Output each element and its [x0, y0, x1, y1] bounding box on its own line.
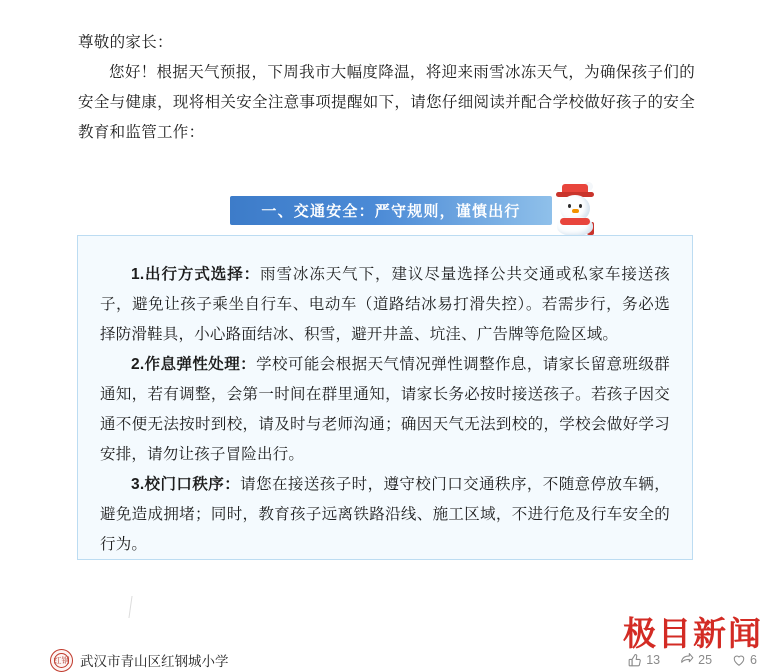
like-button[interactable]: [628, 653, 660, 667]
watermark: 极目新闻: [623, 617, 763, 653]
thumbs-up-icon: [628, 653, 642, 667]
list-item: [100, 350, 670, 470]
stray-mark: [128, 596, 146, 618]
share-button[interactable]: [680, 653, 712, 667]
intro-paragraph: 您好！根据天气预报，下周我市大幅度降温，将迎来雨雪冰冻天气，为确保孩子们的安全与健康，现将相关安全注意事项提醒如下，请您仔细阅读并配合学校做好孩子的安全教育和监管工作：: [78, 64, 695, 141]
section-banner-area: [0, 182, 771, 238]
like-count: 13: [646, 653, 661, 667]
publisher-info[interactable]: [50, 649, 229, 672]
list-item-number: 2.: [131, 356, 145, 373]
section-banner: 一、交通安全：严守规则，谨慎出行: [230, 196, 552, 225]
school-name: 武汉市青山区红钢城小学: [80, 654, 229, 669]
footer-bar: [0, 648, 771, 672]
list-item-number: 3.: [131, 476, 145, 493]
list-item-lead: 作息弹性处理：: [144, 356, 257, 373]
intro-block: [78, 28, 695, 148]
heart-icon: [732, 653, 746, 667]
list-item-lead: 校门口秩序：: [144, 476, 241, 493]
list-item-lead: 出行方式选择：: [144, 266, 261, 283]
snowman-icon: [548, 182, 606, 238]
engagement-stats: [628, 648, 757, 672]
list-item-text: 雨雪冰冻天气下，建议尽量选择公共交通或私家车接送孩子，避免让孩子乘坐自行车、电动车（道路结冰易打滑失控）。若需步行，务必选择防滑鞋具，小心路面结冰、积雪，避开井盖、坑洼、广告牌等危险区域。: [100, 266, 670, 343]
page-bottom-whitespace: [77, 560, 693, 622]
share-count: 25: [698, 653, 713, 667]
share-icon: [680, 653, 694, 667]
favorite-count: 6: [750, 653, 757, 667]
list-item-number: 1.: [131, 266, 145, 283]
school-badge-icon: [50, 649, 73, 672]
list-item: [100, 260, 670, 350]
safety-notice-box: [77, 235, 693, 560]
list-item: [100, 470, 670, 560]
school-badge-text: 红钢: [53, 655, 70, 665]
safety-notice-content: [78, 236, 692, 578]
salutation: 尊敬的家长：: [78, 34, 173, 51]
list-item-text: 学校可能会根据天气情况弹性调整作息，请家长留意班级群通知，若有调整，会第一时间在群里通知，请家长务必按时接送孩子。若孩子因交通不便无法按时到校，请及时与老师沟通；确因天气无法到校的，学校会做好学习安排，请勿让孩子冒险出行。: [100, 356, 670, 463]
list-item-text: 请您在接送孩子时，遵守校门口交通秩序，不随意停放车辆，避免造成拥堵；同时，教育孩子远离铁路沿线、施工区域，不进行危及行车安全的行为。: [100, 476, 671, 553]
favorite-button[interactable]: [732, 653, 757, 667]
